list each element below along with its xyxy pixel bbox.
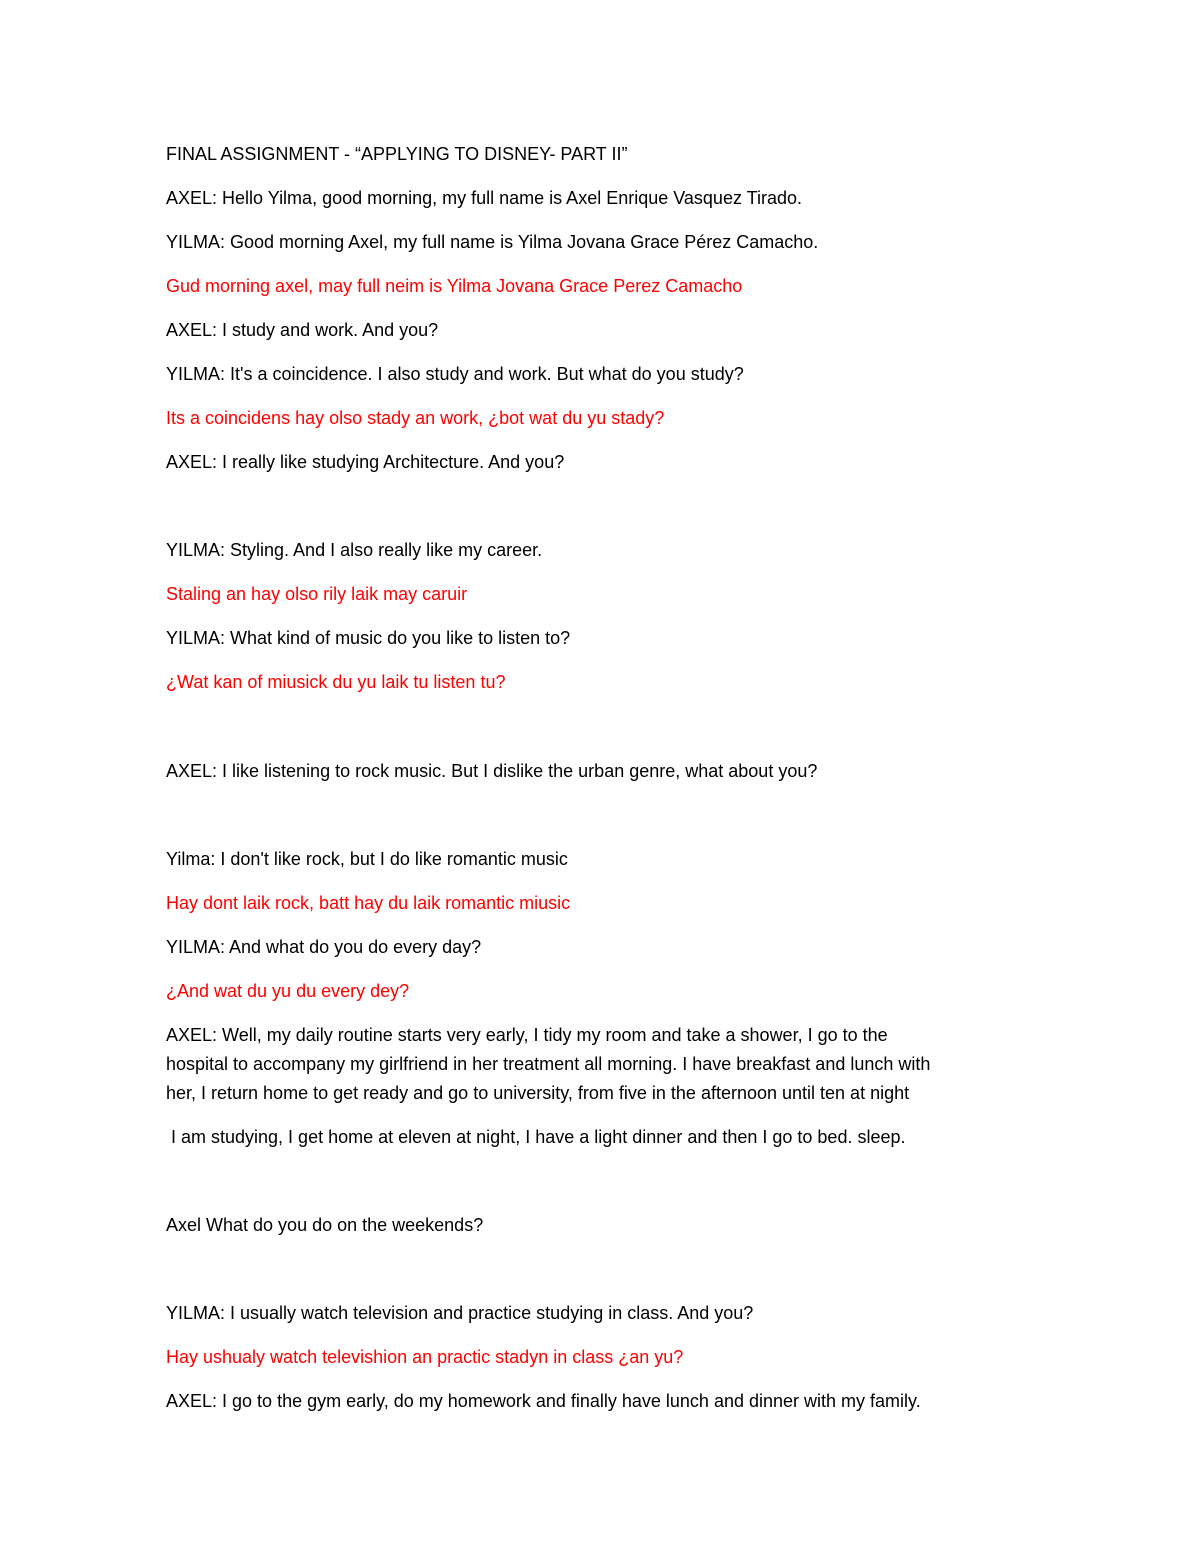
phonetic-line: Its a coincidens hay olso stady an work, ¿bot wat du yu stady? xyxy=(166,408,665,428)
dialogue-line: AXEL: I really like studying Architecture. And you? xyxy=(166,452,565,472)
dialogue-line: YILMA: What kind of music do you like to listen to? xyxy=(166,628,571,648)
dialogue-line: her, I return home to get ready and go to university, from five in the afternoon until ten at night xyxy=(166,1083,910,1103)
phonetic-line: Hay ushualy watch televishion an practic stadyn in class ¿an yu? xyxy=(166,1347,684,1367)
dialogue-line: Yilma: I don't like rock, but I do like romantic music xyxy=(166,849,568,869)
dialogue-line: AXEL: I study and work. And you? xyxy=(166,320,439,340)
document-title: FINAL ASSIGNMENT - “APPLYING TO DISNEY- PART II” xyxy=(166,144,628,164)
phonetic-line: ¿And wat du yu du every dey? xyxy=(166,981,410,1001)
phonetic-line: ¿Wat kan of miusick du yu laik tu listen tu? xyxy=(166,672,506,692)
dialogue-line: I am studying, I get home at eleven at night, I have a light dinner and then I go to bed. sleep. xyxy=(166,1127,906,1147)
dialogue-line: AXEL: Hello Yilma, good morning, my full name is Axel Enrique Vasquez Tirado. xyxy=(166,188,802,208)
dialogue-line: AXEL: Well, my daily routine starts very early, I tidy my room and take a shower, I go to the xyxy=(166,1025,888,1045)
dialogue-line: YILMA: I usually watch television and practice studying in class. And you? xyxy=(166,1303,754,1323)
dialogue-line: AXEL: I like listening to rock music. But I dislike the urban genre, what about you? xyxy=(166,761,818,781)
dialogue-line: Axel What do you do on the weekends? xyxy=(166,1215,484,1235)
dialogue-line: AXEL: I go to the gym early, do my homework and finally have lunch and dinner with my family. xyxy=(166,1391,921,1411)
dialogue-line: YILMA: And what do you do every day? xyxy=(166,937,482,957)
dialogue-line: YILMA: Styling. And I also really like my career. xyxy=(166,540,543,560)
dialogue-line: YILMA: It's a coincidence. I also study and work. But what do you study? xyxy=(166,364,744,384)
phonetic-line: Hay dont laik rock, batt hay du laik romantic miusic xyxy=(166,893,571,913)
dialogue-line: YILMA: Good morning Axel, my full name is Yilma Jovana Grace Pérez Camacho. xyxy=(166,232,819,252)
phonetic-line: Gud morning axel, may full neim is Yilma Jovana Grace Perez Camacho xyxy=(166,276,743,296)
dialogue-line: hospital to accompany my girlfriend in her treatment all morning. I have breakfast and lunch with xyxy=(166,1054,931,1074)
phonetic-line: Staling an hay olso rily laik may caruir xyxy=(166,584,468,604)
